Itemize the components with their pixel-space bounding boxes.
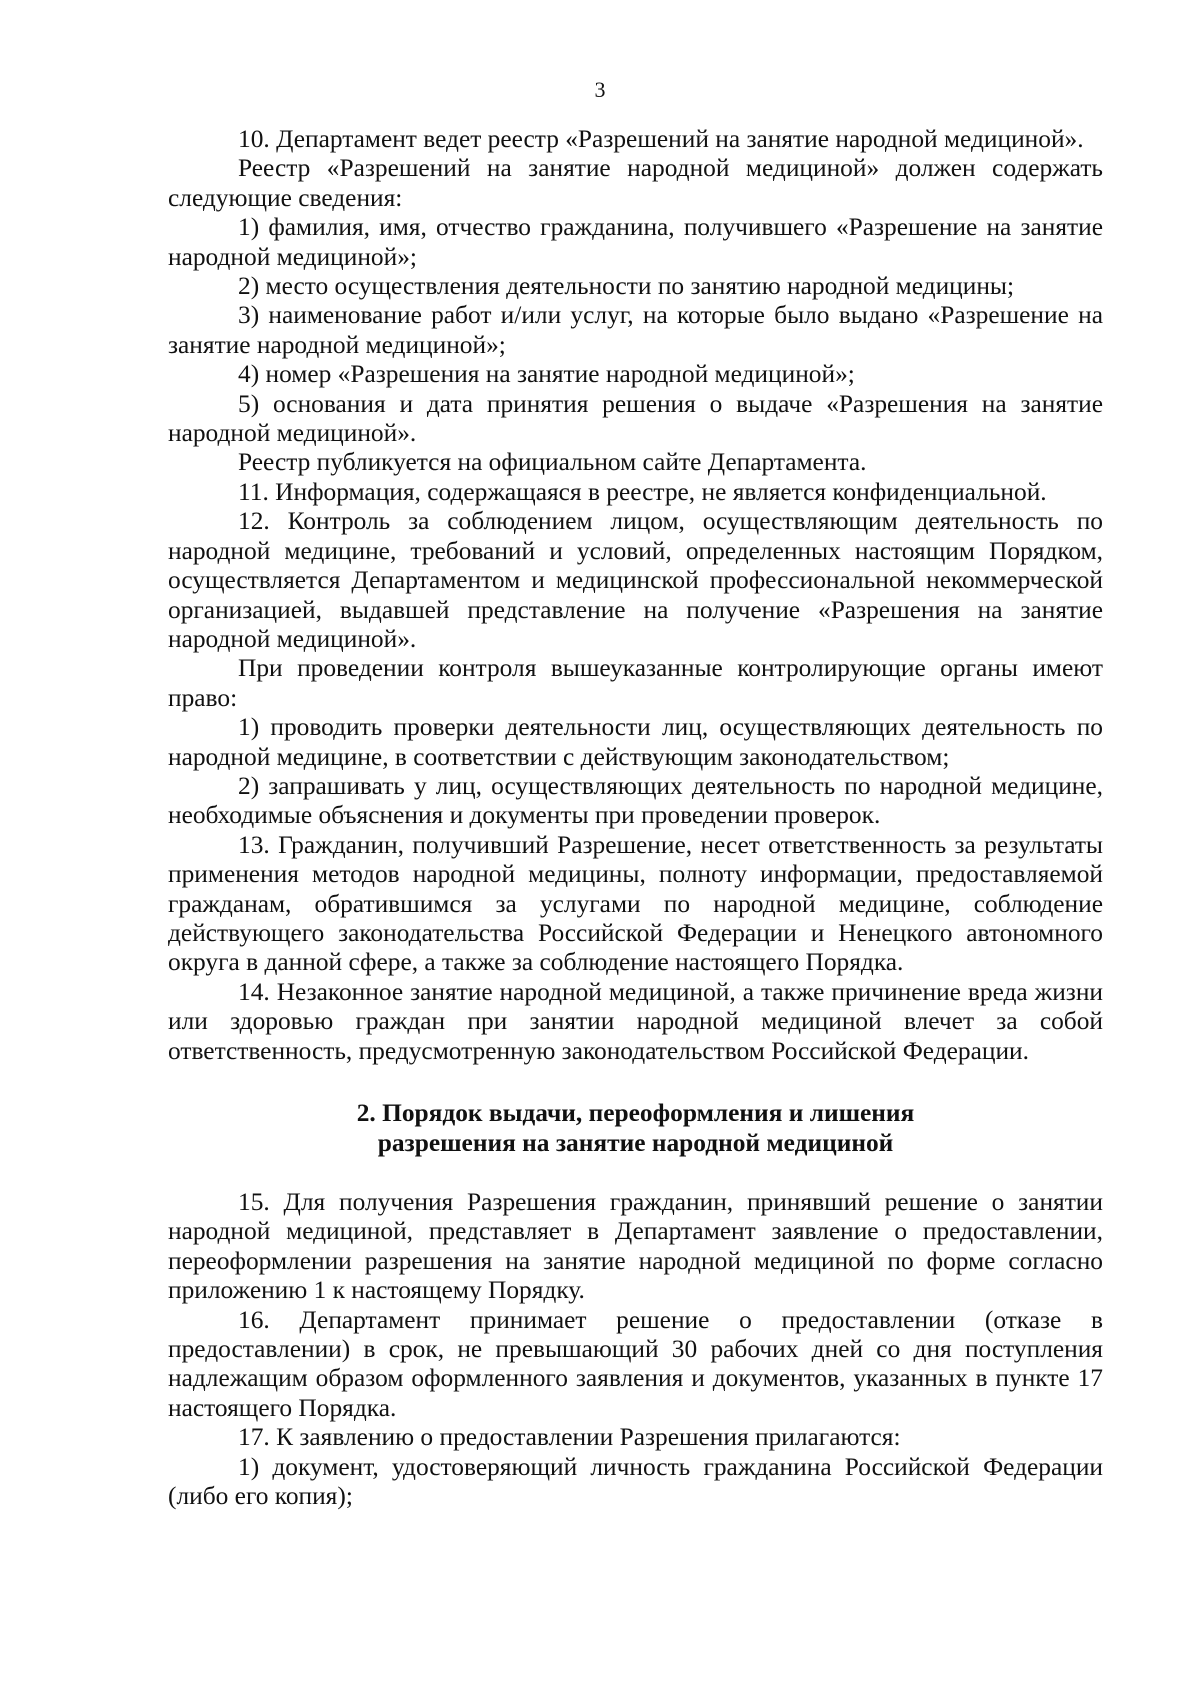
paragraph-14: 14. Незаконное занятие народной медициной, а также причинение вреда жизни или здоровью граждан при занятии народной медициной влечет за собой ответственность, предусмотренную законодательством Российской Федерации. bbox=[168, 977, 1103, 1065]
list-item-17-1: 1) документ, удостоверяющий личность гражданина Российской Федерации (либо его копия); bbox=[168, 1452, 1103, 1511]
list-item-control-1: 1) проводить проверки деятельности лиц, осуществляющих деятельность по народной медицине, в соответствии с действующим законодательством; bbox=[168, 713, 1103, 771]
paragraph-10: 10. Департамент ведет реестр «Разрешений на занятие народной медициной». bbox=[238, 125, 1084, 153]
paragraph-11: 11. Информация, содержащаяся в реестре, не является конфиденциальной. bbox=[238, 477, 1047, 506]
list-item-control-2: 2) запрашивать у лиц, осуществляющих деятельность по народной медицине, необходимые объяснения и документы при проведении проверок. bbox=[168, 771, 1103, 830]
list-item-4: 4) номер «Разрешения на занятие народной медициной»; bbox=[238, 360, 855, 389]
paragraph-registry-contents: Реестр «Разрешений на занятие народной медициной» должен содержать следующие сведения: bbox=[168, 154, 1103, 212]
paragraph-control-rights: При проведении контроля вышеуказанные контролирующие органы имеют право: bbox=[168, 654, 1103, 712]
document-body bbox=[168, 125, 1103, 1511]
paragraph-15: 15. Для получения Разрешения гражданин, принявший решение о занятии народной медициной, представляет в Департамент заявление о предоставлении, переоформлении разрешения на занятие народной медициной по форме согласно приложению 1 к настоящему Порядку. bbox=[168, 1188, 1103, 1305]
list-item-1: 1) фамилия, имя, отчество гражданина, получившего «Разрешение на занятие народной медициной»; bbox=[168, 213, 1103, 271]
list-item-3: 3) наименование работ и/или услуг, на которые было выдано «Разрешение на занятие народной медициной»; bbox=[168, 301, 1103, 359]
section-heading-line-2: разрешения на занятие народной медициной bbox=[377, 1129, 894, 1157]
list-item-2: 2) место осуществления деятельности по занятию народной медицины; bbox=[238, 272, 1015, 301]
paragraph-registry-published: Реестр публикуется на официальном сайте Департамента. bbox=[238, 448, 867, 477]
paragraph-13: 13. Гражданин, получивший Разрешение, несет ответственность за результаты применения методов народной медицины, полноту информации, предоставляемой гражданам, обратившимся за услугами по народной медицине, соблюдение действующего законодательства Российской Федерации и Ненецкого автономного округа в данной сфере, а также за соблюдение настоящего Порядка. bbox=[168, 830, 1103, 977]
section-heading-line-1: 2. Порядок выдачи, переоформления и лишения bbox=[356, 1099, 915, 1127]
page-number: 3 bbox=[594, 77, 606, 102]
list-item-5: 5) основания и дата принятия решения о выдаче «Разрешения на занятие народной медициной». bbox=[168, 389, 1103, 448]
paragraph-12: 12. Контроль за соблюдением лицом, осуществляющим деятельность по народной медицине, требований и условий, определенных настоящим Порядком, осуществляется Департаментом и медицинской профессиональной некоммерческой организацией, выдавшей представление на получение «Разрешения на занятие народной медициной». bbox=[168, 507, 1103, 653]
paragraph-17: 17. К заявлению о предоставлении Разрешения прилагаются: bbox=[238, 1423, 901, 1452]
section-heading bbox=[168, 1098, 1103, 1158]
paragraph-16: 16. Департамент принимает решение о предоставлении (отказе в предоставлении) в срок, не превышающий 30 рабочих дней со дня поступления надлежащим образом оформленного заявления и документов, указанных в пункте 17 настоящего Порядка. bbox=[168, 1305, 1103, 1422]
